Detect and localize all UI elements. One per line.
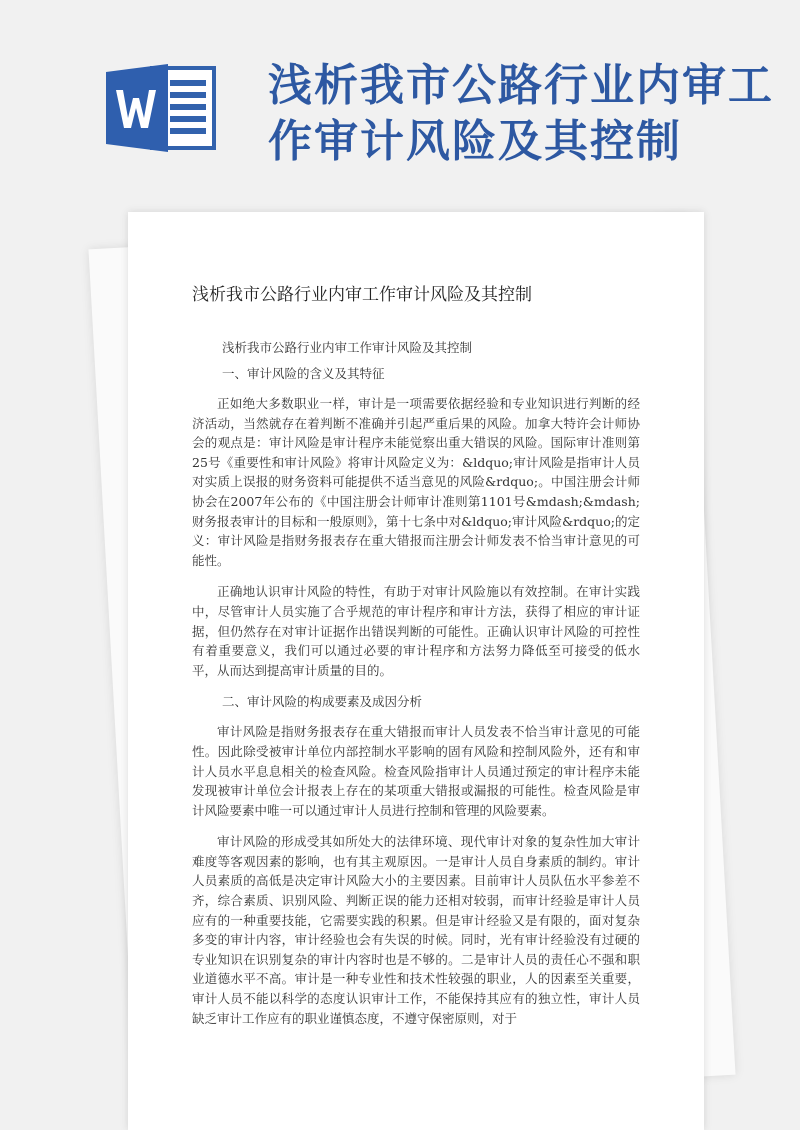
paragraph-1: 正如绝大多数职业一样，审计是一项需要依据经验和专业知识进行判断的经济活动，当然就存在着判断不准确并引起严重后果的风险。加拿大特许会计师协会的观点是：审计风险是审计程序未能觉察出重大错误的风险。国际审计准则第25号《重要性和审计风险》将审计风险定义为：&ldquo;审计风险是指审计人员对实质上误报的财务资料可能提供不适当意见的风险&rdquo;。中国注册会计师协会在2007年公布的《中国注册会计师审计准则第1101号&mdash;&mdash;财务报表审计的目标和一般原则》，第十七条中对&ldquo;审计风险&rdquo;的定义：审计风险是指财务报表存在重大错报而注册会计师发表不恰当审计意见的可能性。 (192, 396, 640, 568)
paragraph-3: 审计风险是指财务报表存在重大错报而审计人员发表不恰当审计意见的可能性。因此除受被审计单位内部控制水平影响的固有风险和控制风险外，还有和审计人员水平息息相关的检查风险。检查风险指审计人员通过预定的审计程序未能发现被审计单位会计报表上存在的某项重大错报或漏报的可能性。检查风险是审计风险要素中唯一可以通过审计人员进行控制和管理的风险要素。 (192, 724, 640, 818)
paragraph-4: 审计风险的形成受其如所处大的法律环境、现代审计对象的复杂性加大审计难度等客观因素的影响，也有其主观原因。一是审计人员自身素质的制约。审计人员素质的高低是决定审计风险大小的主要因素。目前审计人员队伍水平参差不齐，综合素质、识别风险、判断正误的能力还相对较弱，而审计经验是审计人员应有的一种重要技能，它需要实践的积累。但是审计经验又是有限的，面对复杂多变的审计内容，审计经验也会有失误的时候。同时，光有审计经验没有过硬的专业知识在识别复杂的审计内容时也是不够的。二是审计人员的责任心不强和职业道德水平不高。审计是一种专业性和技术性较强的职业，人的因素至关重要，审计人员不能以科学的态度认识审计工作，不能保持其应有的独立性，审计人员缺乏审计工作应有的职业谨慎态度，不遵守保密原则，对于 (192, 834, 640, 1026)
header-title: 浅析我市公路行业内审工作审计风险及其控制 (268, 60, 774, 167)
document-page (128, 212, 704, 1130)
section-heading-1: 一、审计风险的含义及其特征 (222, 366, 385, 381)
document-subtitle: 浅析我市公路行业内审工作审计风险及其控制 (222, 340, 473, 355)
paragraph-2: 正确地认识审计风险的特性，有助于对审计风险施以有效控制。在审计实践中，尽管审计人员实施了合乎规范的审计程序和审计方法，获得了相应的审计证据，但仍然存在对审计证据作出错误判断的可能性。正确认识审计风险的可控性有着重要意义，我们可以通过必要的审计程序和方法努力降低至可接受的低水平，从而达到提高审计质量的目的。 (192, 584, 640, 678)
section-heading-2: 二、审计风险的构成要素及成因分析 (222, 694, 423, 710)
document-title: 浅析我市公路行业内审工作审计风险及其控制 (192, 285, 532, 305)
word-document-icon (102, 62, 220, 154)
